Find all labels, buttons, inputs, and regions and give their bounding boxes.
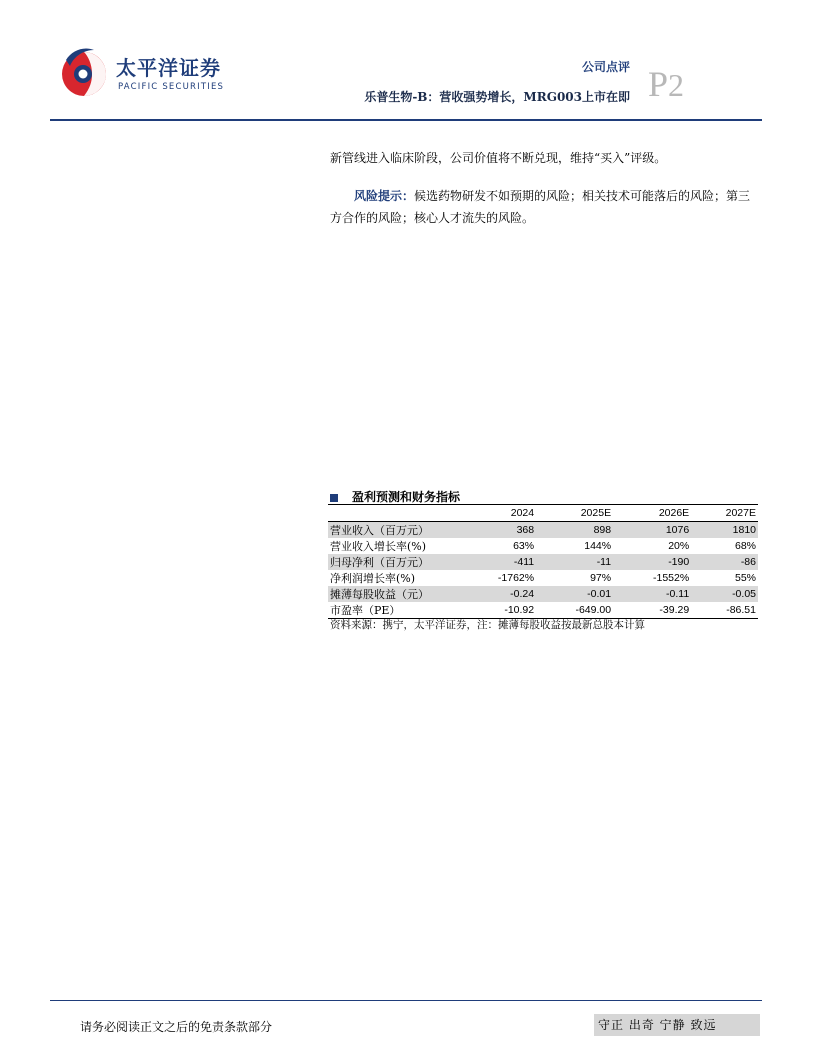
table-row xyxy=(328,522,758,539)
risk-text: 候选药物研发不如预期的风险；相关技术可能落后的风险；第三方合作的风险；核心人才流失的风险。 xyxy=(330,189,751,225)
financial-forecast-table xyxy=(328,504,758,619)
table-row xyxy=(328,570,758,586)
table-cell: 20% xyxy=(668,540,690,552)
row-label: 摊薄每股收益（元） xyxy=(330,588,429,601)
table-cell: 55% xyxy=(734,572,756,584)
table-cell: -1762% xyxy=(497,572,535,584)
table-cell: -39.29 xyxy=(659,604,690,616)
footer-motto: 守正 出奇 宁静 致远 xyxy=(594,1014,760,1036)
logo-chinese-name: 太平洋证券 xyxy=(116,56,221,80)
table-cell: -0.11 xyxy=(666,588,690,600)
table-cell: -649.00 xyxy=(575,604,612,616)
risk-label: 风险提示： xyxy=(354,189,415,203)
row-label: 营业收入增长率(%) xyxy=(330,540,427,553)
report-title: 乐普生物-B：营收强势增长，MRG003上市在即 xyxy=(364,90,630,104)
table-cell: 144% xyxy=(584,540,612,552)
table-title-text: 盈利预测和财务指标 xyxy=(352,490,461,504)
table-cell: 1810 xyxy=(732,524,756,536)
body-paragraph-rating: 新管线进入临床阶段，公司价值将不断兑现，维持“买入”评级。 xyxy=(330,151,667,165)
table-cell: -10.92 xyxy=(504,604,535,616)
table-header-row xyxy=(328,505,758,522)
table-cell: -1552% xyxy=(653,572,690,584)
table-cell: -0.24 xyxy=(510,588,535,600)
risk-paragraph xyxy=(330,185,758,229)
table-cell: -411 xyxy=(513,556,535,568)
table-cell: -0.05 xyxy=(732,588,756,600)
table-header-cell xyxy=(328,505,458,522)
table-header-cell: 2025E xyxy=(580,507,612,519)
row-label: 归母净利（百万元） xyxy=(330,556,429,569)
row-label: 营业收入（百万元） xyxy=(330,524,429,537)
page-digit: 2 xyxy=(668,67,685,103)
logo-mark-icon xyxy=(56,42,112,102)
table-cell: 63% xyxy=(513,540,535,552)
table-cell: -86 xyxy=(740,556,756,568)
table-cell: 368 xyxy=(516,524,535,536)
row-label: 市盈率（PE） xyxy=(330,604,401,617)
table-cell: 898 xyxy=(593,524,612,536)
table-cell: -190 xyxy=(668,556,690,568)
square-bullet-icon xyxy=(330,494,338,502)
table-header-cell: 2026E xyxy=(658,507,690,519)
page-number xyxy=(648,66,684,102)
table-header-cell: 2027E xyxy=(725,507,756,519)
footer-divider xyxy=(50,1000,762,1001)
table-row xyxy=(328,586,758,602)
table-cell: -0.01 xyxy=(587,588,612,600)
table-title xyxy=(330,488,460,505)
table-header-cell: 2024 xyxy=(510,507,535,519)
row-label: 净利润增长率(%) xyxy=(330,572,416,585)
footer-disclaimer: 请务必阅读正文之后的免责条款部分 xyxy=(80,1020,273,1034)
table-row xyxy=(328,554,758,570)
header-divider xyxy=(50,119,762,121)
company-logo xyxy=(56,42,225,102)
table-cell: -11 xyxy=(596,556,612,568)
table-cell: -86.51 xyxy=(726,604,756,616)
table-source-note: 资料来源：携宁，太平洋证券，注：摊薄每股收益按最新总股本计算 xyxy=(330,619,645,631)
table-row xyxy=(328,538,758,554)
table-cell: 97% xyxy=(590,572,612,584)
logo-english-name: PACIFIC SECURITIES xyxy=(118,82,225,92)
report-type: 公司点评 xyxy=(581,60,630,74)
table-cell: 68% xyxy=(734,540,756,552)
table-cell: 1076 xyxy=(665,524,690,536)
page-letter: P xyxy=(648,64,669,104)
